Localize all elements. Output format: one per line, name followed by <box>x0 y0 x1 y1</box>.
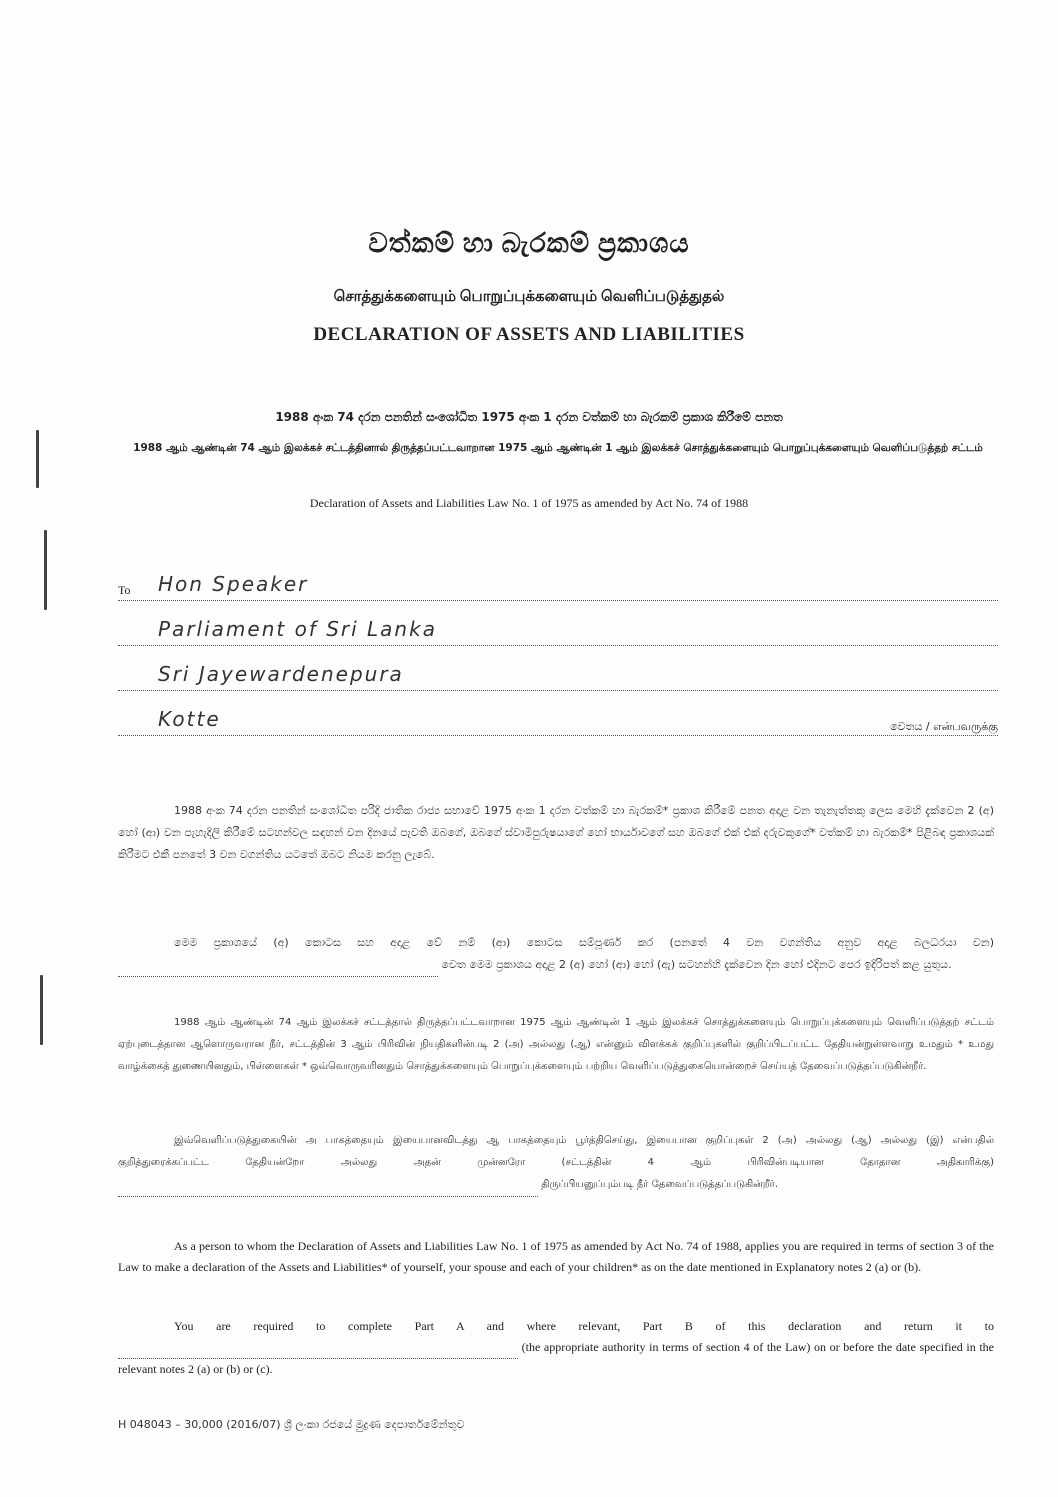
paragraph-english-2-part-a: You are required to complete Part A and where relevant, Part B of this declaration and return it to <box>174 1319 994 1333</box>
authority-field-sinhala[interactable] <box>118 954 438 977</box>
title-sinhala: වත්කම් හා බැරකම් ප්‍රකාශය <box>368 228 690 258</box>
authority-field-tamil[interactable] <box>118 1174 538 1197</box>
address-suffix: වෙතය / என்பவருக்கு <box>886 720 998 735</box>
address-line-text: Hon Speaker <box>158 572 309 596</box>
paragraph-english-1: As a person to whom the Declaration of Assets and Liabilities Law No. 1 of 1975 as amended by Act No. 74 of 1988, applies you are required in terms of section 3 of the Law to make a declaration of the Assets and Liabilities* of yourself, your spouse and each of your children* as on the date mentioned in Explanatory notes 2 (a) or (b). <box>118 1239 994 1274</box>
address-block <box>118 556 998 736</box>
paragraph-tamil-2-part-a: இவ்வெளிப்படுத்துகையின் அ பாகத்தையும் இயைபானவிடத்து ஆ பாகத்தையும் பூர்த்திசெய்து, இயைபான குறிப்புகள் 2 (அ) அல்லது (ஆ) அல்லது (இ) என்பதில் குறித்துரைக்கப்பட்ட தேதியன்றோ அல்லது அதன் முன்னரோ (சட்டத்தின் 4 ஆம் பிரிவின்படியான தோதான அதிகாரிக்கு) <box>118 1135 994 1168</box>
address-line-text: Kotte <box>158 707 221 731</box>
address-line-text: Sri Jayewardenepura <box>158 662 404 686</box>
paragraph-tamil-2-part-b: திருப்பியனுப்பும்படி நீர் தேவைப்படுத்தப்படுகின்றீர். <box>541 1179 779 1190</box>
address-line[interactable] <box>118 691 998 736</box>
law-title-sinhala: 1988 අංක 74 දරන පනතින් සංශෝධිත 1975 අංක 1 දරන වත්කම් හා බැරකම් ප්‍රකාශ කිරීමේ පනත <box>275 410 783 424</box>
law-title-tamil: 1988 ஆம் ஆண்டின் 74 ஆம் இலக்கச் சட்டத்தினால் திருத்தப்பட்டவாறான 1975 ஆம் ஆண்டின் 1 ஆம் இலக்கச் சொத்துக்களையும் பொறுப்புக்களையும் வெளிப்படுத்தற் சட்டம் <box>133 442 983 454</box>
scan-mark <box>36 430 39 488</box>
address-prefix: To <box>118 583 131 597</box>
scan-mark <box>40 975 43 1045</box>
address-line[interactable] <box>118 556 998 601</box>
scan-mark <box>44 530 47 610</box>
address-line[interactable] <box>118 601 998 646</box>
law-title-english: Declaration of Assets and Liabilities Law No. 1 of 1975 as amended by Act No. 74 of 1988 <box>309 496 749 510</box>
paragraph-tamil-2 <box>118 1130 994 1197</box>
title-tamil: சொத்துக்களையும் பொறுப்புக்களையும் வெளிப்படுத்துதல் <box>333 289 725 305</box>
address-line[interactable] <box>118 646 998 691</box>
paragraph-sinhala-2-part-a: මෙම ප්‍රකාශයේ (අ) කොටස සහ අදාළ වේ නම් (ආ) කොටස සම්පූර්ණ කර (පනතේ 4 වන වගන්තිය අනුව අදාළ බලධරයා වන) <box>174 936 994 949</box>
print-reference: H 048043 – 30,000 (2016/07) ශ්‍රී ලංකා රජයේ මුද්‍රණ දෙපාර්තමේන්තුව <box>118 1418 465 1431</box>
title-english: DECLARATION OF ASSETS AND LIABILITIES <box>313 324 745 345</box>
address-line-text: Parliament of Sri Lanka <box>158 617 437 641</box>
paragraph-tamil-1: 1988 ஆம் ஆண்டின் 74 ஆம் இலக்கச் சட்டத்தால் திருத்தப்பட்டவாறான 1975 ஆம் ஆண்டின் 1 ஆம் இலக்கச் சொத்துக்களையும் பொறுப்புக்களையும் வெளிப்படுத்தற் சட்டம் ஏற்புடைத்தான ஆளொருவரான நீர், சட்டத்தின் 3 ஆம் பிரிவின் நியதிகளின்படி 2 (அ) அல்லது (ஆ) என்னும் விளக்கக் குறிப்புகளில் குறிப்பிடப்பட்ட தேதியன்றுள்ளவாறு உமதும் * உமது வாழ்க்கைத் துணையினதும், பிள்ளைகள் * ஒவ்வொருவரினதும் சொத்துக்களையும் பொறுப்புக்களையும் பற்றிய வெளிப்படுத்துகையொன்றைச் செய்யத் தேவைப்படுத்தப்படுகின்றீர். <box>118 1017 994 1072</box>
paragraph-sinhala-2 <box>118 932 994 977</box>
authority-field-english[interactable] <box>118 1337 518 1359</box>
paragraph-sinhala-1: 1988 අංක 74 දරන පනතින් සංශෝධිත පරිදි ජාතික රාජ්‍ය සභාවේ 1975 අංක 1 දරන වත්කම් හා බැරකම්* ප්‍රකාශ කිරීමේ පනත අදාළ වන තැනැත්තකු ලෙස මෙහි දැක්වෙන 2 (අ) හෝ (ආ) වන පැහැදිලි කිරීමේ සටහන්වල සඳහන් වන දිනයේ පැවති ඔබගේ, ඔබගේ ස්වාමිපුරුෂයාගේ හෝ භාර්යාවගේ සහ ඔබගේ එක් එක් දරුවකුගේ* වත්කම් හා බැරකම්* පිළිබඳ ප්‍රකාශයක් කිරීමට එකී පනතේ 3 වන වගන්තිය යටතේ ඔබට නියම කරනු ලැබේ. <box>118 804 994 861</box>
paragraph-english-2 <box>118 1316 994 1380</box>
paragraph-english-2-part-b: (the appropriate authority in terms of section 4 of the Law) on or before the date specified in the relevant notes 2 (a) or (b) or (c). <box>118 1340 994 1376</box>
paragraph-sinhala-2-part-b: වෙත මෙම ප්‍රකාශය අදාළ 2 (අ) හෝ (ආ) හෝ (ඇ) සටහන්හි දැක්වෙන දින හෝ එදිනට පෙර ඉදිරිපත් කළ යුතුය. <box>441 958 952 971</box>
